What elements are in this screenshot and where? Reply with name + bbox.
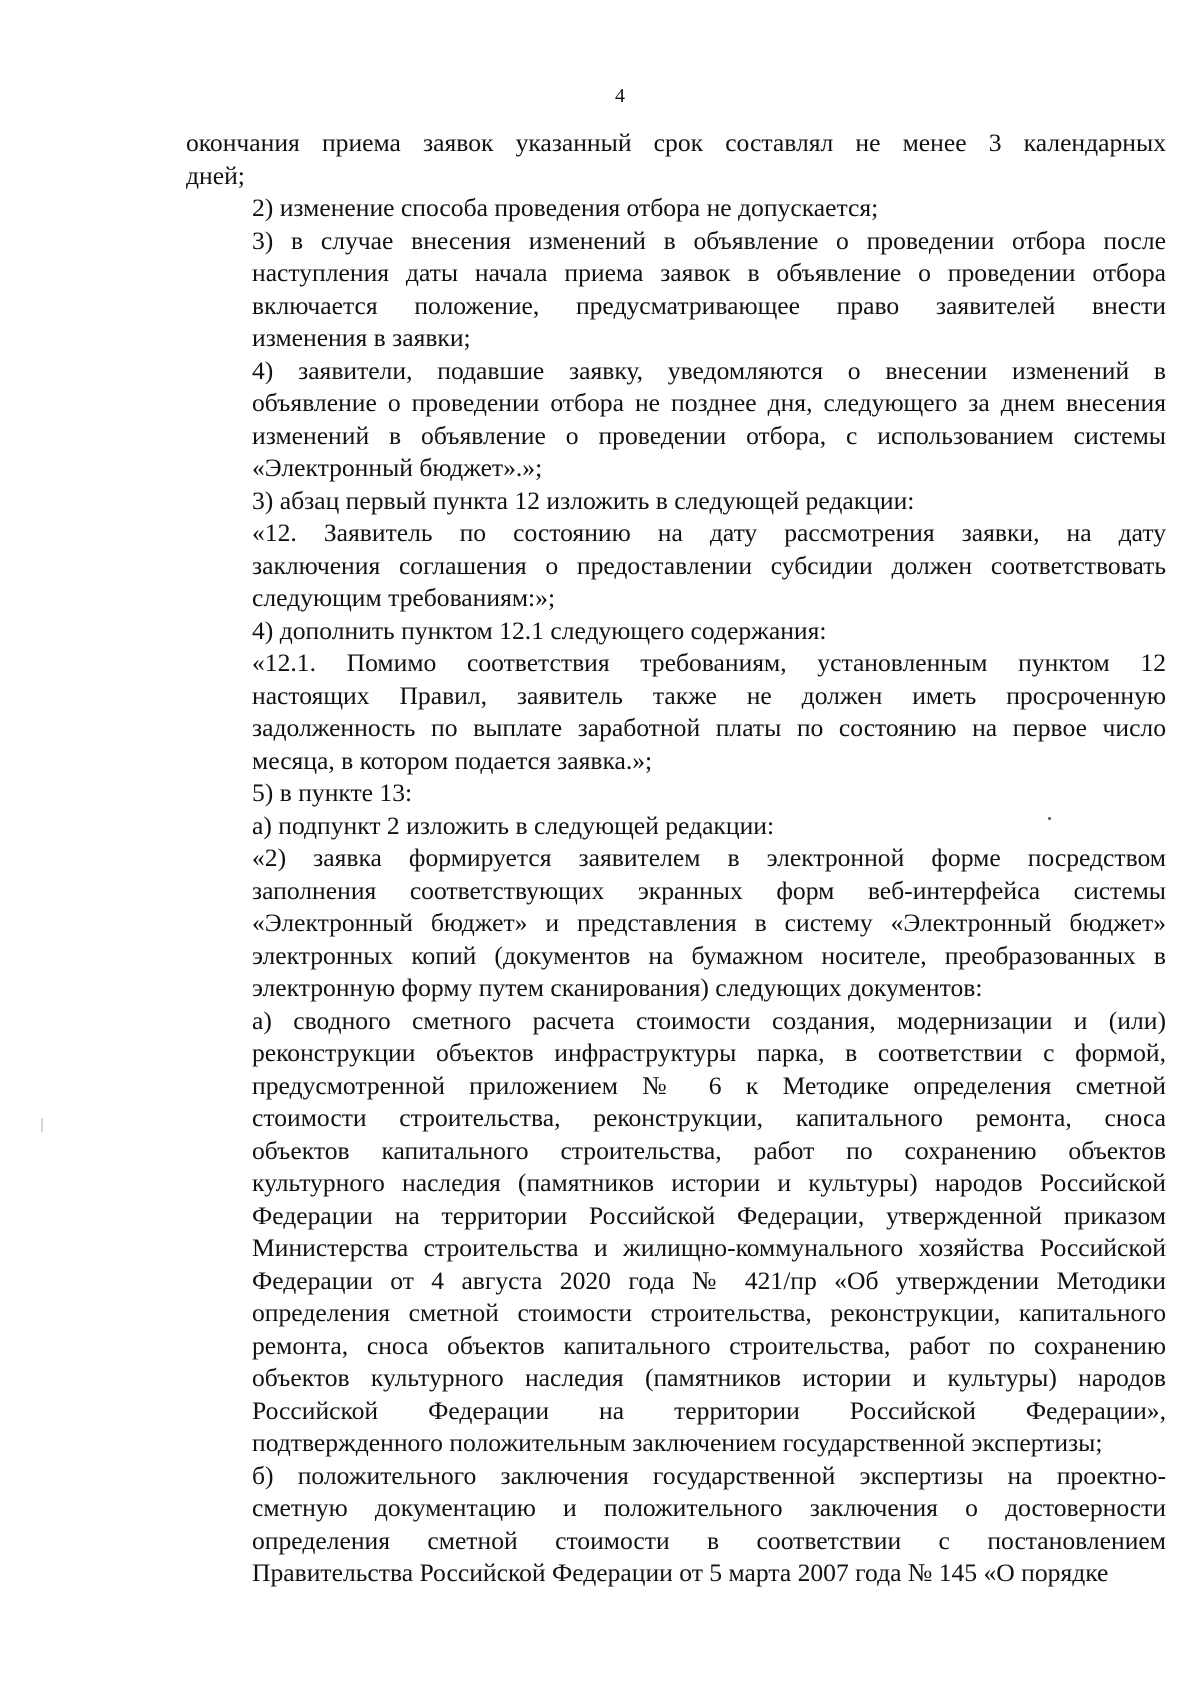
text-line: «Электронный бюджет» и представления в систему «Электронный бюджет» (252, 908, 1166, 937)
text-line: ремонта, сноса объектов капитального строительства, работ по сохранению (252, 1330, 1166, 1360)
paragraph (186, 842, 1166, 1005)
paragraph (186, 615, 1166, 648)
scan-artifact-mark (41, 1118, 43, 1132)
text-line: 4) заявители, подавшие заявку, уведомляются о внесении изменений в (252, 355, 1166, 385)
text-line: электронных копий (документов на бумажном носителе, преобразованных в (252, 940, 1166, 970)
text-line: реконструкции объектов инфраструктуры парка, в соответствии с формой, (252, 1038, 1166, 1067)
text-line: Федерации от 4 августа 2020 года № 421/пр «Об утверждении Методики (252, 1265, 1166, 1295)
text-line: настоящих Правил, заявитель также не должен иметь просроченную (252, 680, 1166, 710)
text-line: определения сметной стоимости в соответствии с постановлением (252, 1525, 1166, 1555)
text-line: включается положение, предусматривающее право заявителей внести (252, 290, 1166, 320)
text-line: «12.1. Помимо соответствия требованиям, установленным пунктом 12 (252, 648, 1166, 677)
text-line: 2) изменение способа проведения отбора не допускается; (252, 193, 879, 222)
text-line: 4) дополнить пунктом 12.1 следующего содержания: (252, 615, 827, 645)
text-line: культурного наследия (памятников истории и культуры) народов Российской (252, 1168, 1166, 1197)
text-line: Федерации на территории Российской Федерации, утвержденной приказом (252, 1200, 1166, 1230)
text-line: «2) заявка формируется заявителем в электронной форме посредством (252, 843, 1166, 872)
paragraph (186, 192, 1166, 225)
paragraph (186, 777, 1166, 810)
paragraph (186, 647, 1166, 777)
text-line: объявление о проведении отбора не позднее дня, следующего за днем внесения (252, 388, 1166, 417)
text-line: электронную форму путем сканирования) следующих документов: (252, 973, 983, 1002)
text-line: сметную документацию и положительного заключения о достоверности (252, 1493, 1166, 1522)
text-line: а) подпункт 2 изложить в следующей редакции: (252, 810, 775, 840)
text-line: изменений в объявление о проведении отбора, с использованием системы (252, 420, 1166, 450)
text-line: Правительства Российской Федерации от 5 марта 2007 года № 145 «О порядке (252, 1558, 1109, 1587)
text-line: окончания приема заявок указанный срок составлял не менее 3 календарных (186, 128, 1166, 157)
paragraph (186, 517, 1166, 615)
text-line: месяца, в котором подается заявка.»; (252, 745, 653, 775)
text-line: 5) в пункте 13: (252, 778, 413, 807)
paragraph (186, 127, 1166, 192)
text-line: подтвержденного положительным заключением государственной экспертизы; (252, 1428, 1103, 1457)
text-line: наступления даты начала приема заявок в объявление о проведении отбора (252, 258, 1166, 287)
document-body (186, 127, 1166, 1590)
text-line: 3) в случае внесения изменений в объявление о проведении отбора после (252, 225, 1166, 255)
text-line: объектов капитального строительства, работ по сохранению объектов (252, 1135, 1166, 1165)
paragraph (186, 1005, 1166, 1460)
text-line: 3) абзац первый пункта 12 изложить в следующей редакции: (252, 485, 915, 515)
text-line: «12. Заявитель по состоянию на дату рассмотрения заявки, на дату (252, 518, 1166, 547)
paragraph (186, 355, 1166, 485)
page-number: 4 (615, 85, 625, 107)
text-line: определения сметной стоимости строительства, реконструкции, капитального (252, 1298, 1166, 1327)
text-line: Министерства строительства и жилищно-коммунального хозяйства Российской (252, 1233, 1166, 1262)
text-line: стоимости строительства, реконструкции, капитального ремонта, сноса (252, 1103, 1166, 1132)
text-line: Российской Федерации на территории Российской Федерации», (252, 1395, 1166, 1425)
text-line: заключения соглашения о предоставлении субсидии должен соответствовать (252, 550, 1166, 580)
paragraph (186, 485, 1166, 518)
text-line: задолженность по выплате заработной платы по состоянию на первое число (252, 713, 1166, 742)
scan-artifact-dot (1048, 817, 1051, 820)
paragraph (186, 1460, 1166, 1590)
text-line: объектов культурного наследия (памятников истории и культуры) народов (252, 1363, 1166, 1392)
text-line: «Электронный бюджет».»; (252, 453, 543, 482)
text-line: дней; (186, 160, 245, 190)
text-line: заполнения соответствующих экранных форм веб-интерфейса системы (252, 875, 1166, 905)
text-line: а) сводного сметного расчета стоимости создания, модернизации и (или) (252, 1005, 1166, 1035)
text-line: изменения в заявки; (252, 323, 471, 352)
text-line: следующим требованиям:»; (252, 583, 556, 612)
paragraph (186, 225, 1166, 355)
paragraph (186, 810, 1166, 843)
text-line: предусмотренной приложением № 6 к Методике определения сметной (252, 1070, 1166, 1100)
text-line: б) положительного заключения государственной экспертизы на проектно- (252, 1460, 1166, 1490)
